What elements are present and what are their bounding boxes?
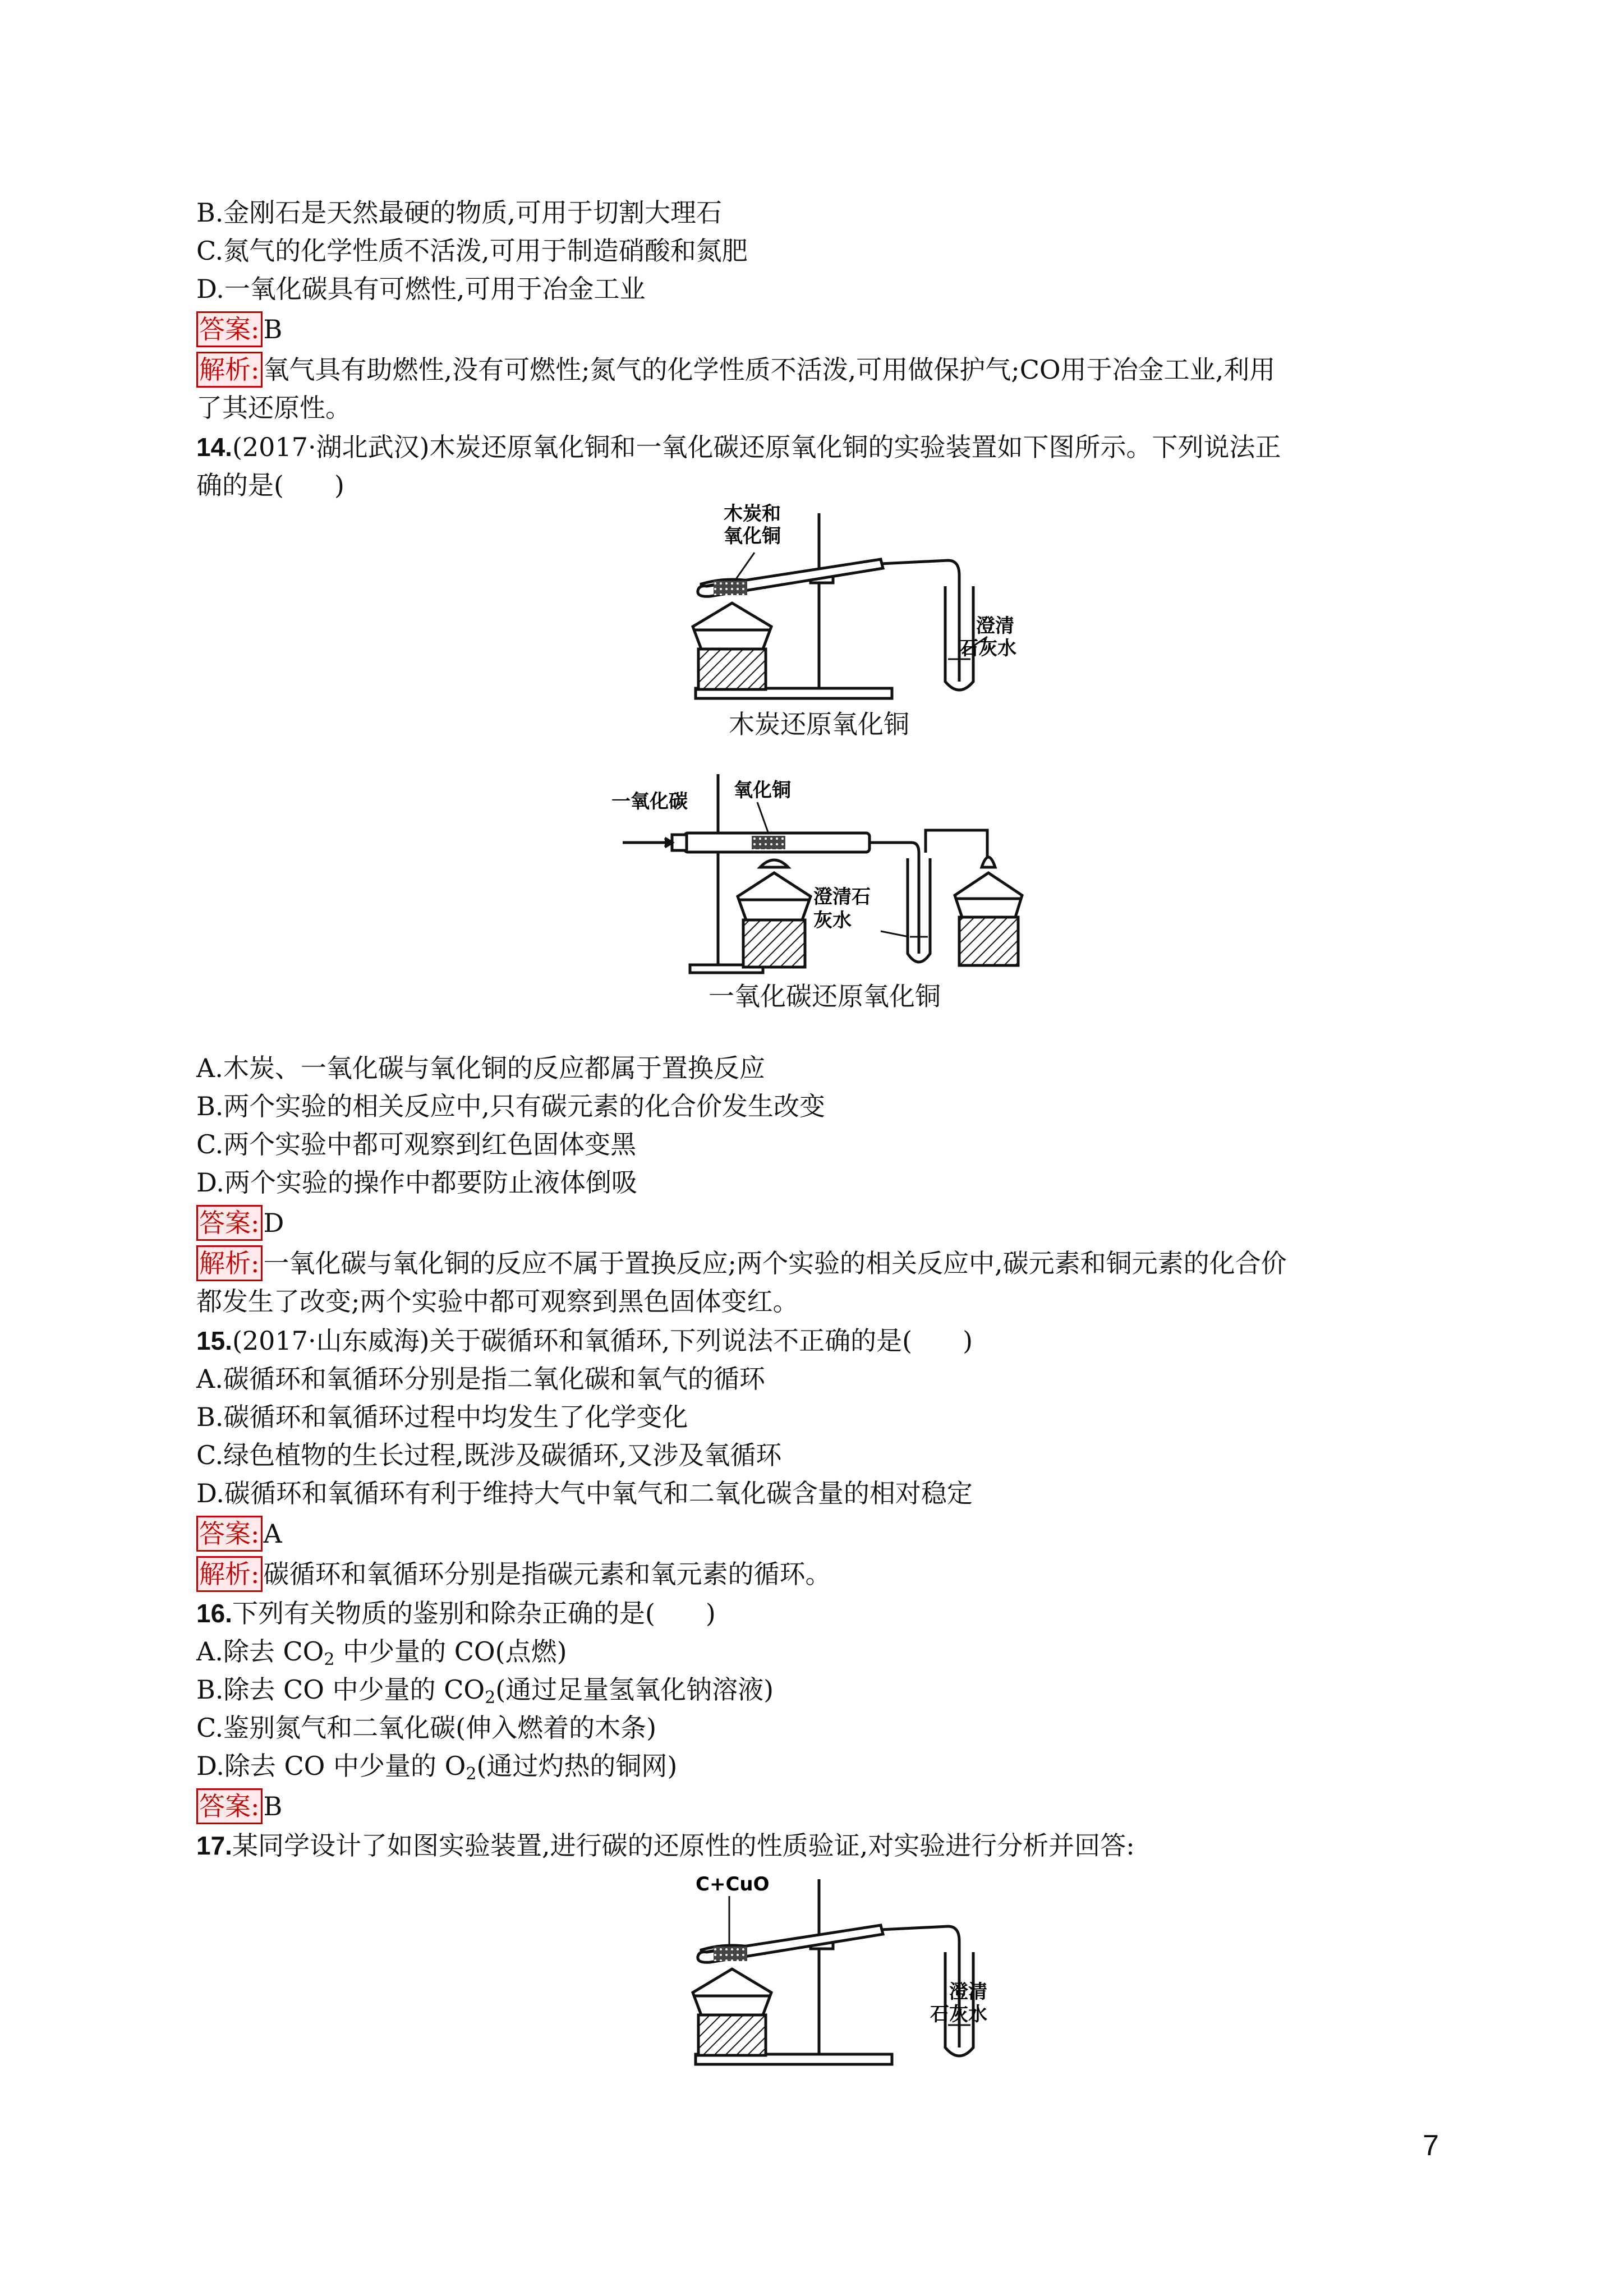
q13-analysis bbox=[196, 351, 1430, 389]
q13-option-c: C.氮气的化学性质不活泼,可用于制造硝酸和氮肥 bbox=[196, 236, 748, 266]
q16-option-a-sub: 2 bbox=[324, 1650, 335, 1669]
q14-answer bbox=[196, 1204, 1430, 1242]
q16-stem-close: ) bbox=[705, 1598, 716, 1628]
q14-analysis bbox=[196, 1244, 1430, 1282]
fig1-label-top-2: 氧化铜 bbox=[724, 525, 781, 547]
q14-answer-value: D bbox=[263, 1208, 284, 1238]
page-number: 7 bbox=[1423, 2129, 1439, 2162]
q14-analysis-text-2: 都发生了改变;两个实验中都可观察到黑色固体变红。 bbox=[196, 1286, 799, 1317]
q15-stem-text: (2017·山东威海)关于碳循环和氧循环,下列说法不正确的是( bbox=[232, 1326, 913, 1356]
answer-label: 答案: bbox=[196, 311, 263, 347]
q16-answer bbox=[196, 1787, 1430, 1825]
figure-charcoal-reduction bbox=[645, 502, 1016, 704]
q15-stem bbox=[196, 1322, 1430, 1360]
q16-option-d-sub: 2 bbox=[466, 1764, 477, 1784]
fig1-label-right-1: 澄清 bbox=[976, 615, 1014, 637]
q14-option-d: D.两个实验的操作中都要防止液体倒吸 bbox=[196, 1167, 637, 1198]
q15-answer-value: A bbox=[263, 1519, 282, 1549]
q16-option-d bbox=[196, 1747, 1430, 1793]
fig2-label-cuo: 氧化铜 bbox=[734, 779, 791, 802]
q17-stem bbox=[196, 1826, 1430, 1865]
q16-option-c: C.鉴别氮气和二氧化碳(伸入燃着的木条) bbox=[196, 1713, 657, 1743]
q15-option-d: D.碳循环和氧循环有利于维持大气中氧气和二氧化碳含量的相对稳定 bbox=[196, 1478, 973, 1508]
q16-option-b-pre: B.除去 CO 中少量的 CO bbox=[196, 1674, 485, 1705]
fig1-caption: 木炭还原氧化铜 bbox=[729, 709, 909, 739]
q14-stem-text-2: 确的是( bbox=[196, 470, 284, 500]
q14-stem bbox=[196, 428, 1430, 466]
q15-answer bbox=[196, 1515, 1430, 1553]
q13-analysis-text-2: 了其还原性。 bbox=[196, 393, 351, 423]
q13-answer-value: B bbox=[263, 314, 283, 344]
figure-co-reduction bbox=[611, 769, 1038, 979]
answer-label: 答案: bbox=[196, 1205, 263, 1241]
fig2-label-lime-1: 澄清石 bbox=[813, 886, 871, 908]
q17-fig-label-top: C+CuO bbox=[696, 1873, 770, 1895]
q15-option-a: A.碳循环和氧循环分别是指二氧化碳和氧气的循环 bbox=[196, 1364, 765, 1394]
q13-analysis-text-1: 氧气具有助燃性,没有可燃性;氮气的化学性质不活泼,可用做保护气;CO用于冶金工业,利用 bbox=[263, 355, 1276, 385]
q14-number: 14. bbox=[196, 432, 232, 462]
q14-option-b: B.两个实验的相关反应中,只有碳元素的化合价发生改变 bbox=[196, 1091, 826, 1121]
q14-analysis-text-1: 一氧化碳与氧化铜的反应不属于置换反应;两个实验的相关反应中,碳元素和铜元素的化合价 bbox=[263, 1248, 1287, 1278]
q15-option-b: B.碳循环和氧循环过程中均发生了化学变化 bbox=[196, 1402, 688, 1432]
q15-option-c: C.绿色植物的生长过程,既涉及碳循环,又涉及氧循环 bbox=[196, 1440, 782, 1470]
q14-stem-text-1: (2017·湖北武汉)木炭还原氧化铜和一氧化碳还原氧化铜的实验装置如下图所示。下列说法正 bbox=[232, 432, 1281, 462]
fig1-label-right-2: 石灰水 bbox=[959, 637, 1016, 660]
q17-fig-label-right-2: 石灰水 bbox=[930, 2003, 987, 2026]
q13-option-b: B.金刚石是天然最硬的物质,可用于切割大理石 bbox=[196, 197, 723, 228]
analysis-label: 解析: bbox=[196, 352, 263, 388]
q16-option-d-pre: D.除去 CO 中少量的 O bbox=[196, 1751, 466, 1781]
answer-label: 答案: bbox=[196, 1788, 263, 1824]
fig1-label-top-1: 木炭和 bbox=[724, 503, 781, 525]
q16-option-d-post: (通过灼热的铜网) bbox=[476, 1751, 678, 1781]
q16-option-b-post: (通过足量氢氧化钠溶液) bbox=[495, 1674, 774, 1705]
q15-stem-close: ) bbox=[963, 1326, 973, 1356]
q14-stem-close: ) bbox=[334, 470, 344, 500]
figure-q17-apparatus bbox=[645, 1868, 993, 2070]
q17-number: 17. bbox=[196, 1831, 232, 1860]
q13-option-d: D.一氧化碳具有可燃性,可用于冶金工业 bbox=[196, 274, 646, 304]
fig2-label-co: 一氧化碳 bbox=[611, 790, 688, 813]
q17-fig-label-right-1: 澄清 bbox=[949, 1981, 987, 2003]
fig2-caption: 一氧化碳还原氧化铜 bbox=[709, 981, 941, 1011]
q16-stem-text: 下列有关物质的鉴别和除杂正确的是( bbox=[232, 1598, 655, 1628]
analysis-label: 解析: bbox=[196, 1556, 263, 1592]
q15-analysis-text: 碳循环和氧循环分别是指碳元素和氧元素的循环。 bbox=[263, 1559, 831, 1589]
analysis-label: 解析: bbox=[196, 1245, 263, 1281]
q14-option-a: A.木炭、一氧化碳与氧化铜的反应都属于置换反应 bbox=[196, 1053, 765, 1083]
q16-stem bbox=[196, 1594, 1430, 1632]
q16-option-a-post: 中少量的 CO(点燃) bbox=[334, 1636, 567, 1667]
fig2-label-lime-2: 灰水 bbox=[813, 909, 852, 932]
q16-option-b-sub: 2 bbox=[485, 1688, 496, 1708]
q17-stem-text: 某同学设计了如图实验装置,进行碳的还原性的性质验证,对实验进行分析并回答: bbox=[232, 1830, 1135, 1861]
q16-answer-value: B bbox=[263, 1791, 283, 1821]
q14-stem-line-2 bbox=[196, 466, 1430, 504]
answer-label: 答案: bbox=[196, 1516, 263, 1552]
q13-answer bbox=[196, 310, 1430, 348]
q15-analysis bbox=[196, 1555, 1430, 1593]
q14-option-c: C.两个实验中都可观察到红色固体变黑 bbox=[196, 1129, 637, 1159]
q15-number: 15. bbox=[196, 1326, 232, 1355]
q16-option-a-pre: A.除去 CO bbox=[196, 1636, 324, 1667]
q16-number: 16. bbox=[196, 1599, 232, 1628]
